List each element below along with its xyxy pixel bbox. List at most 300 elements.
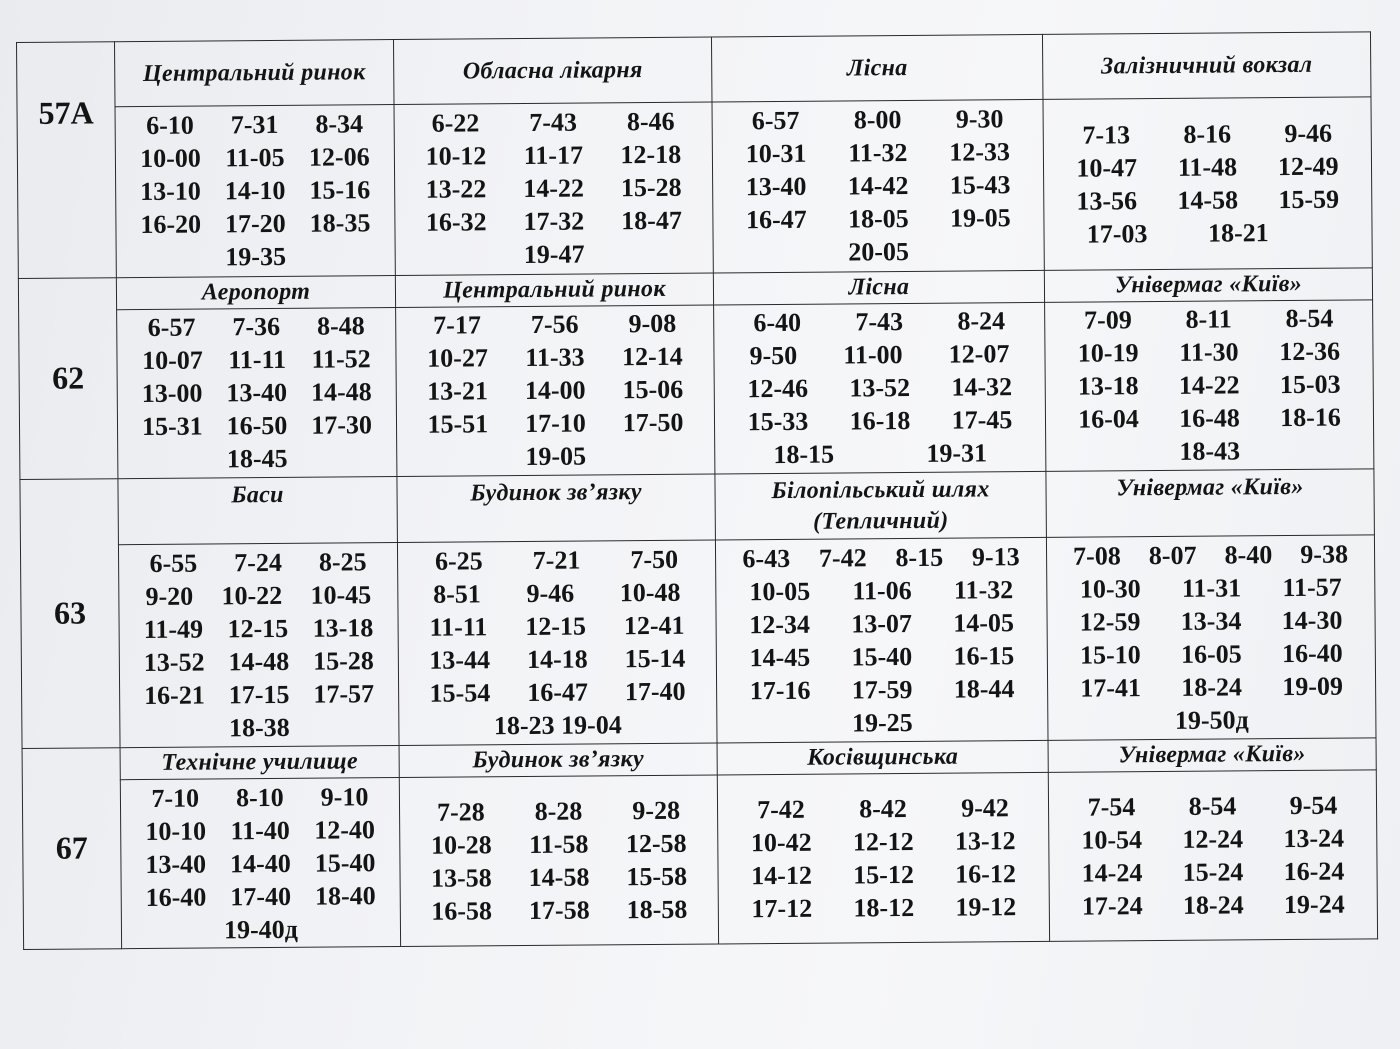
departure-time: 16-21 bbox=[144, 680, 205, 710]
times-line bbox=[397, 406, 714, 441]
times-line bbox=[1047, 603, 1374, 639]
departure-time: 16-05 bbox=[1180, 639, 1242, 669]
times-line bbox=[1047, 570, 1374, 606]
departure-time: 17-12 bbox=[751, 893, 813, 924]
times-line bbox=[718, 857, 1048, 893]
times-line bbox=[1050, 888, 1377, 924]
times-line bbox=[399, 707, 716, 742]
departure-time: 17-40 bbox=[624, 676, 686, 707]
departure-time: 10-27 bbox=[427, 343, 489, 374]
times-line bbox=[714, 337, 1044, 373]
departure-time: 13-12 bbox=[954, 826, 1016, 856]
departure-time: 14-42 bbox=[847, 171, 909, 201]
departure-time: 14-48 bbox=[310, 377, 372, 408]
departure-time: 8-16 bbox=[1183, 119, 1232, 149]
stop-name: Білопільський шлях (Тепличний) bbox=[715, 471, 1047, 540]
times-line bbox=[116, 107, 394, 142]
departure-time: 9-13 bbox=[971, 541, 1020, 572]
departure-time: 15-06 bbox=[622, 375, 684, 405]
departure-time: 13-34 bbox=[1180, 606, 1242, 636]
departure-time: 18-24 bbox=[1181, 672, 1243, 702]
stop-name: Лісна bbox=[711, 34, 1043, 102]
times-line bbox=[1044, 116, 1371, 152]
departure-time: 13-40 bbox=[226, 378, 288, 408]
route-number: 67 bbox=[22, 748, 122, 950]
times-line bbox=[397, 439, 714, 474]
departure-time: 8-15 bbox=[895, 542, 944, 572]
departure-time: 13-52 bbox=[143, 647, 205, 677]
departure-time: 13-52 bbox=[849, 373, 911, 403]
departure-time: 10-00 bbox=[140, 143, 201, 174]
departure-time: 8-51 bbox=[433, 579, 481, 609]
stop-name: Обласна лікарня bbox=[393, 37, 712, 104]
departure-time: 15-58 bbox=[626, 861, 688, 892]
departure-time: 15-28 bbox=[620, 173, 682, 203]
departure-time: 19-31 bbox=[926, 438, 988, 469]
stop-name: Універмаг «Київ» bbox=[1044, 267, 1372, 302]
departure-time: 14-18 bbox=[526, 644, 588, 674]
times-line bbox=[719, 890, 1049, 926]
times-line bbox=[715, 370, 1045, 406]
times-line bbox=[713, 102, 1043, 138]
departure-time: 12-41 bbox=[623, 610, 685, 641]
departure-time: 10-31 bbox=[745, 139, 807, 169]
departure-time: 13-56 bbox=[1076, 186, 1138, 216]
departure-times-cell bbox=[715, 537, 1048, 743]
departure-time: 19-50д bbox=[1174, 705, 1249, 735]
times-line bbox=[121, 813, 399, 848]
departure-time: 17-30 bbox=[311, 410, 373, 441]
times-line bbox=[400, 794, 717, 829]
times-line bbox=[1049, 855, 1376, 891]
departure-time: 17-50 bbox=[622, 408, 684, 438]
departure-time: 8-46 bbox=[626, 107, 675, 137]
departure-time: 6-57 bbox=[147, 313, 196, 343]
departure-time: 18-44 bbox=[953, 673, 1015, 704]
departure-time: 18-24 bbox=[1182, 890, 1244, 921]
departure-time: 7-08 bbox=[1072, 541, 1121, 571]
departure-time: 8-28 bbox=[534, 796, 583, 827]
departure-time: 7-54 bbox=[1087, 792, 1136, 822]
departure-times-cell bbox=[1048, 770, 1377, 941]
departure-time: 18-12 bbox=[853, 893, 915, 923]
departure-time: 15-59 bbox=[1278, 184, 1340, 214]
departure-time: 14-58 bbox=[528, 862, 590, 893]
times-line bbox=[116, 140, 394, 175]
departure-time: 14-10 bbox=[224, 176, 286, 206]
departure-times-cell bbox=[1045, 300, 1374, 471]
route-header-row bbox=[17, 32, 1371, 108]
stop-name: Універмаг «Київ» bbox=[1046, 469, 1375, 538]
stop-name: Універмаг «Київ» bbox=[1048, 738, 1376, 773]
departure-time: 16-20 bbox=[140, 209, 202, 240]
departure-time: 7-10 bbox=[151, 783, 200, 813]
times-line bbox=[717, 705, 1047, 741]
departure-time: 19-12 bbox=[955, 892, 1017, 922]
times-line bbox=[401, 893, 718, 928]
departure-time: 13-22 bbox=[425, 174, 487, 205]
departure-time: 14-22 bbox=[523, 173, 585, 204]
departure-time: 9-38 bbox=[1300, 539, 1349, 569]
departure-time: 7-56 bbox=[530, 310, 579, 340]
times-line bbox=[400, 827, 717, 862]
departure-time: 17-15 bbox=[228, 679, 290, 710]
departure-time: 11-58 bbox=[529, 829, 589, 860]
departure-time: 10-05 bbox=[749, 576, 811, 607]
times-line bbox=[397, 373, 714, 408]
times-line bbox=[398, 542, 715, 577]
stop-name: Лісна bbox=[713, 270, 1044, 305]
departure-time: 17-10 bbox=[525, 408, 586, 439]
departure-time: 7-50 bbox=[630, 544, 679, 574]
departure-time: 13-58 bbox=[430, 863, 492, 893]
departure-time: 16-15 bbox=[953, 640, 1015, 671]
departure-time: 7-24 bbox=[234, 547, 283, 578]
departure-time: 10-42 bbox=[750, 827, 812, 858]
departure-time: 16-47 bbox=[745, 205, 807, 235]
departure-time: 6-57 bbox=[751, 106, 800, 136]
times-line bbox=[716, 573, 1046, 609]
departure-time: 16-24 bbox=[1283, 856, 1345, 887]
times-line bbox=[122, 912, 400, 947]
departure-time: 12-24 bbox=[1182, 824, 1244, 855]
departure-time: 11-31 bbox=[1181, 573, 1242, 603]
departure-time: 15-16 bbox=[309, 175, 371, 206]
departure-time: 7-13 bbox=[1082, 120, 1131, 150]
times-line bbox=[117, 239, 395, 274]
departure-time: 14-58 bbox=[1177, 185, 1239, 215]
departure-time: 19-47 bbox=[523, 239, 585, 270]
route-number: 62 bbox=[18, 277, 118, 479]
departure-times-cell bbox=[397, 540, 717, 746]
departure-time: 16-50 bbox=[226, 411, 288, 441]
departure-time: 11-32 bbox=[953, 574, 1014, 605]
departure-time: 9-08 bbox=[628, 309, 677, 339]
departure-time: 14-00 bbox=[524, 375, 586, 406]
times-line bbox=[395, 171, 712, 206]
times-line bbox=[400, 860, 717, 895]
departure-time: 15-31 bbox=[141, 411, 203, 442]
departure-time: 18-35 bbox=[309, 208, 371, 239]
departure-time: 15-03 bbox=[1279, 370, 1341, 400]
times-line bbox=[713, 168, 1043, 204]
stop-name: Будинок зв’язку bbox=[399, 743, 717, 778]
departure-time: 12-06 bbox=[308, 142, 370, 173]
departure-time: 7-28 bbox=[436, 797, 485, 827]
departure-time: 15-14 bbox=[624, 643, 686, 674]
departure-time: 18-38 bbox=[228, 712, 290, 743]
departure-times-cell bbox=[120, 778, 400, 949]
departure-time: 15-40 bbox=[314, 847, 376, 878]
departure-time: 8-07 bbox=[1148, 540, 1197, 570]
departure-time: 15-12 bbox=[853, 860, 915, 890]
departure-time: 14-24 bbox=[1081, 858, 1143, 888]
departure-time: 6-55 bbox=[149, 548, 198, 578]
departure-time: 15-40 bbox=[851, 641, 913, 672]
departure-time: 15-51 bbox=[427, 409, 489, 440]
times-line bbox=[119, 545, 397, 580]
departure-time: 13-44 bbox=[429, 645, 491, 675]
departure-time: 6-22 bbox=[431, 108, 480, 139]
departure-time: 14-45 bbox=[749, 642, 811, 673]
times-line bbox=[1048, 636, 1375, 672]
departure-time: 16-48 bbox=[1179, 403, 1240, 434]
departure-time: 12-40 bbox=[314, 814, 376, 845]
departure-time: 11-00 bbox=[843, 340, 903, 370]
departure-time: 19-40д bbox=[223, 914, 298, 945]
departure-time: 15-54 bbox=[429, 678, 491, 708]
departure-time: 17-57 bbox=[313, 679, 375, 709]
times-line bbox=[120, 644, 398, 679]
departure-time: 18-47 bbox=[621, 206, 683, 236]
departure-time: 12-46 bbox=[747, 374, 809, 404]
departure-time: 8-25 bbox=[318, 547, 367, 577]
departure-time: 7-43 bbox=[529, 107, 578, 138]
bus-timetable bbox=[16, 31, 1378, 950]
stop-name: Аеропорт bbox=[116, 275, 395, 310]
times-line bbox=[118, 408, 396, 443]
times-line bbox=[1044, 182, 1371, 218]
route-times-row bbox=[20, 535, 1376, 749]
departure-time: 17-32 bbox=[523, 206, 585, 237]
departure-times-cell bbox=[117, 308, 397, 479]
stop-name: Косівщинська bbox=[717, 740, 1048, 775]
departure-time: 18-21 bbox=[1207, 217, 1269, 248]
times-line bbox=[713, 135, 1043, 171]
times-line bbox=[395, 138, 712, 173]
departure-times-cell bbox=[717, 773, 1049, 944]
departure-time: 16-18 bbox=[849, 406, 911, 436]
times-line bbox=[119, 611, 397, 646]
times-line bbox=[121, 780, 399, 815]
times-line bbox=[718, 791, 1048, 827]
departure-time: 11-06 bbox=[852, 575, 912, 606]
departure-time: 18-40 bbox=[314, 880, 376, 911]
departure-time: 8-42 bbox=[859, 794, 907, 824]
departure-time: 12-12 bbox=[852, 827, 914, 857]
departure-times-cell bbox=[399, 775, 718, 946]
departure-time: 10-45 bbox=[310, 580, 372, 610]
times-line bbox=[717, 672, 1047, 708]
departure-time: 15-24 bbox=[1182, 857, 1244, 888]
departure-time: 10-22 bbox=[221, 580, 283, 611]
departure-time: 13-00 bbox=[141, 378, 203, 409]
departure-time: 9-28 bbox=[632, 795, 681, 826]
times-line bbox=[117, 342, 395, 377]
times-line bbox=[1046, 401, 1373, 437]
departure-time: 12-33 bbox=[949, 137, 1011, 167]
departure-time: 13-24 bbox=[1283, 823, 1345, 854]
departure-times-cell bbox=[394, 102, 713, 275]
times-line bbox=[1045, 335, 1372, 371]
departure-time: 18-15 bbox=[773, 440, 835, 470]
departure-time: 19-09 bbox=[1282, 671, 1344, 701]
departure-time: 19-35 bbox=[225, 242, 287, 272]
times-line bbox=[398, 575, 715, 610]
times-line bbox=[118, 441, 396, 476]
departure-time: 15-10 bbox=[1079, 639, 1141, 670]
departure-time: 11-11 bbox=[228, 345, 287, 375]
departure-time: 19-25 bbox=[851, 707, 913, 738]
times-line bbox=[118, 375, 396, 410]
departure-time: 11-32 bbox=[848, 138, 908, 168]
stop-name: Баси bbox=[118, 476, 398, 544]
departure-time: 9-10 bbox=[320, 781, 369, 812]
departure-time: 9-42 bbox=[961, 793, 1009, 823]
timetable-body bbox=[17, 32, 1378, 950]
departure-times-cell bbox=[712, 99, 1044, 272]
departure-time: 14-12 bbox=[751, 860, 813, 891]
departure-time: 11-52 bbox=[311, 344, 371, 375]
departure-times-cell bbox=[714, 303, 1046, 474]
times-line bbox=[1049, 822, 1376, 858]
departure-time: 13-40 bbox=[145, 849, 207, 879]
departure-time: 10-47 bbox=[1076, 153, 1138, 183]
times-line bbox=[1049, 789, 1376, 825]
departure-time: 16-47 bbox=[527, 677, 589, 707]
departure-time: 8-34 bbox=[315, 109, 364, 139]
departure-time: 17-20 bbox=[224, 209, 286, 239]
departure-time: 7-42 bbox=[818, 543, 867, 573]
times-line bbox=[121, 846, 399, 881]
departure-time: 8-24 bbox=[957, 306, 1006, 337]
departure-time: 7-31 bbox=[230, 110, 279, 140]
times-line bbox=[116, 206, 394, 241]
departure-time: 9-50 bbox=[749, 341, 798, 371]
stop-name: Центральний ринок bbox=[115, 40, 395, 107]
departure-time: 14-22 bbox=[1178, 370, 1240, 401]
route-times-row bbox=[17, 97, 1372, 278]
times-line bbox=[714, 234, 1044, 270]
times-line bbox=[116, 173, 394, 208]
departure-time: 10-12 bbox=[425, 141, 487, 172]
times-line bbox=[718, 824, 1048, 860]
departure-time: 16-58 bbox=[431, 896, 493, 926]
departure-time: 11-30 bbox=[1179, 337, 1239, 368]
departure-time: 10-54 bbox=[1081, 825, 1143, 855]
route-header-row bbox=[20, 469, 1374, 546]
departure-time: 16-04 bbox=[1078, 404, 1139, 435]
times-line bbox=[395, 204, 712, 239]
departure-time: 18-16 bbox=[1280, 403, 1341, 433]
departure-time: 8-00 bbox=[853, 105, 902, 135]
times-line bbox=[1047, 537, 1374, 573]
departure-time: 8-10 bbox=[235, 782, 284, 812]
departure-time: 12-18 bbox=[620, 140, 682, 170]
departure-time: 17-45 bbox=[951, 405, 1013, 436]
departure-time: 11-40 bbox=[230, 815, 290, 846]
departure-time: 18-23 19-04 bbox=[493, 710, 622, 741]
times-line bbox=[716, 540, 1046, 576]
departure-time: 17-59 bbox=[851, 674, 913, 705]
departure-time: 9-54 bbox=[1289, 790, 1338, 821]
times-line bbox=[1046, 368, 1373, 404]
times-line bbox=[1048, 702, 1375, 738]
times-line bbox=[713, 201, 1043, 237]
departure-time: 10-10 bbox=[145, 816, 207, 846]
departure-time: 18-05 bbox=[847, 204, 909, 234]
departure-time: 12-59 bbox=[1079, 606, 1141, 637]
times-line bbox=[396, 237, 713, 272]
departure-time: 16-12 bbox=[955, 859, 1017, 889]
departure-times-cell bbox=[118, 542, 399, 747]
route-number: 57А bbox=[17, 42, 117, 278]
departure-time: 11-11 bbox=[429, 612, 488, 642]
times-line bbox=[396, 340, 713, 375]
departure-time: 10-48 bbox=[619, 577, 681, 608]
departure-time: 11-17 bbox=[523, 140, 584, 171]
departure-time: 13-10 bbox=[140, 176, 201, 207]
times-line bbox=[716, 606, 1046, 642]
departure-time: 11-33 bbox=[525, 342, 585, 373]
departure-time: 9-46 bbox=[1284, 118, 1333, 148]
departure-time: 17-24 bbox=[1081, 891, 1143, 921]
departure-time: 15-33 bbox=[747, 407, 809, 437]
departure-time: 18-45 bbox=[226, 444, 288, 474]
departure-time: 12-49 bbox=[1277, 151, 1339, 181]
departure-time: 17-03 bbox=[1086, 218, 1148, 249]
departure-time: 15-43 bbox=[949, 170, 1011, 200]
stop-name: Центральний ринок bbox=[395, 273, 713, 308]
departure-time: 10-07 bbox=[142, 345, 203, 376]
departure-time: 11-48 bbox=[1177, 152, 1238, 182]
departure-time: 13-21 bbox=[427, 376, 489, 407]
times-line bbox=[1045, 302, 1372, 338]
departure-time: 13-18 bbox=[312, 613, 374, 643]
times-line bbox=[399, 641, 716, 676]
departure-time: 17-58 bbox=[528, 895, 590, 926]
departure-time: 12-34 bbox=[749, 609, 811, 640]
times-line bbox=[715, 436, 1045, 472]
departure-time: 6-25 bbox=[434, 546, 483, 576]
departure-time: 16-40 bbox=[145, 882, 207, 912]
departure-time: 8-48 bbox=[316, 311, 365, 342]
departure-time: 17-16 bbox=[749, 675, 811, 706]
departure-time: 6-40 bbox=[753, 308, 802, 338]
departure-time: 9-30 bbox=[955, 104, 1004, 134]
departure-time: 12-58 bbox=[625, 828, 687, 859]
departure-time: 15-28 bbox=[313, 646, 374, 676]
departure-time: 13-40 bbox=[745, 172, 807, 202]
departure-time: 14-05 bbox=[953, 607, 1015, 638]
times-line bbox=[396, 307, 713, 342]
times-line bbox=[395, 105, 712, 140]
departure-time: 7-43 bbox=[855, 307, 904, 337]
departure-time: 16-40 bbox=[1281, 638, 1343, 668]
departure-time: 12-15 bbox=[525, 611, 587, 641]
departure-time: 10-19 bbox=[1077, 338, 1139, 369]
departure-time: 9-20 bbox=[145, 581, 194, 611]
departure-time: 17-41 bbox=[1080, 672, 1142, 703]
departure-time: 13-07 bbox=[851, 608, 913, 639]
times-line bbox=[715, 403, 1045, 439]
departure-time: 6-10 bbox=[146, 110, 194, 141]
stop-name: Технічне училище bbox=[120, 745, 399, 780]
departure-time: 7-09 bbox=[1083, 305, 1132, 336]
departure-times-cell bbox=[115, 105, 395, 278]
times-line bbox=[399, 674, 716, 709]
departure-times-cell bbox=[396, 305, 715, 476]
departure-times-cell bbox=[1043, 97, 1372, 270]
departure-time: 14-32 bbox=[951, 372, 1013, 403]
departure-time: 10-30 bbox=[1079, 573, 1141, 604]
departure-time: 11-49 bbox=[143, 614, 204, 644]
departure-time: 12-14 bbox=[621, 342, 683, 372]
times-line bbox=[117, 309, 395, 344]
departure-time: 14-40 bbox=[229, 848, 291, 879]
departure-time: 7-42 bbox=[757, 795, 805, 825]
departure-time: 14-48 bbox=[228, 646, 290, 677]
